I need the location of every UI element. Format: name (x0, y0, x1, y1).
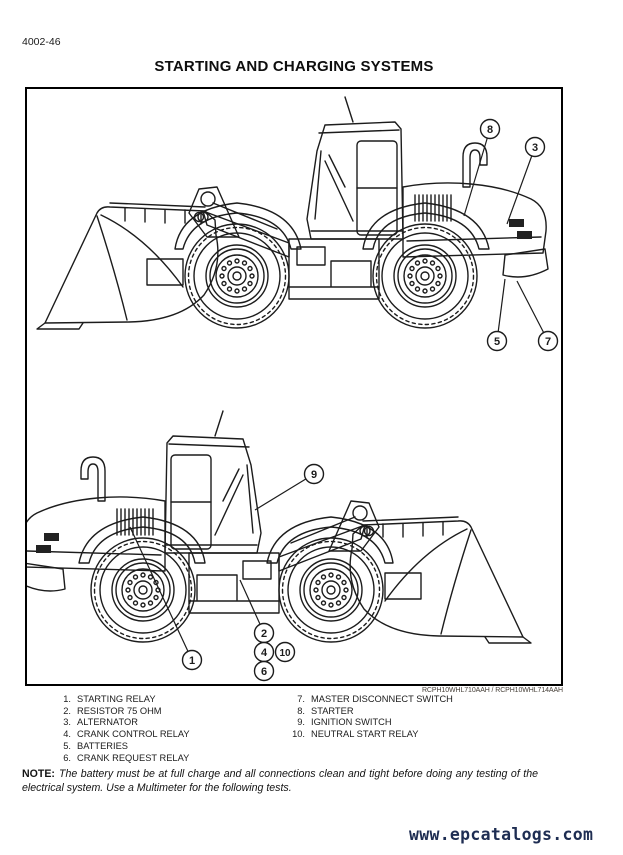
callout-leader-line (255, 474, 314, 510)
callout-2 (255, 624, 274, 643)
legend-item-label: IGNITION SWITCH (311, 717, 392, 728)
legend-item (47, 753, 277, 765)
legend-item-label: BATTERIES (77, 740, 128, 751)
note-paragraph (22, 768, 538, 795)
legend-item (281, 706, 541, 718)
legend-column-right (281, 694, 541, 741)
legend-item-number: 10. (292, 729, 305, 740)
svg-text:8: 8 (486, 123, 494, 136)
note-label: NOTE: (22, 768, 55, 780)
legend-item-label: MASTER DISCONNECT SWITCH (311, 694, 453, 704)
callout-3 (526, 138, 545, 157)
legend-item-label: CRANK REQUEST RELAY (77, 752, 190, 763)
callout-leader-line (464, 129, 490, 216)
callout-5 (488, 332, 507, 351)
callouts-top (464, 120, 558, 351)
svg-text:1: 1 (188, 654, 196, 667)
legend-item (47, 729, 277, 741)
legend-item-number: 6. (63, 752, 71, 763)
legend-item-label: STARTER (311, 705, 354, 716)
wheel-loader-diagram-top (27, 91, 561, 383)
legend-item (281, 729, 541, 741)
svg-text:6: 6 (260, 665, 268, 678)
callout-6 (255, 662, 274, 681)
legend-item (281, 717, 541, 729)
legend-item-number: 3. (63, 717, 71, 728)
callout-leader-line (130, 527, 192, 660)
svg-text:7: 7 (544, 335, 552, 348)
wheel-loader-diagram-bottom (27, 383, 561, 683)
legend-item-label: STARTING RELAY (77, 694, 156, 704)
svg-text:2: 2 (260, 627, 268, 640)
legend-item-number: 7. (297, 694, 305, 704)
callout-1 (183, 651, 202, 670)
legend-item-number: 5. (63, 740, 71, 751)
callout-10 (276, 643, 295, 662)
note-text: The battery must be at full charge and all connections clean and tight before doing any testing of the electrical system. Use a Multimeter for the following tests. (22, 768, 538, 794)
svg-text:4: 4 (260, 646, 268, 659)
legend-item (47, 694, 277, 706)
svg-text:5: 5 (493, 335, 501, 348)
svg-text:9: 9 (310, 468, 318, 481)
callouts-bottom (130, 465, 324, 681)
page-number: 4002-46 (22, 36, 61, 48)
legend-item-number: 8. (297, 705, 305, 716)
legend-item-number: 1. (63, 694, 71, 704)
svg-text:10: 10 (279, 647, 291, 659)
legend-item-number: 4. (63, 729, 71, 740)
callout-8 (481, 120, 500, 139)
legend-item (281, 694, 541, 706)
legend-item-label: ALTERNATOR (77, 717, 138, 728)
watermark-link[interactable]: www.epcatalogs.com (409, 825, 594, 844)
legend-item (47, 706, 277, 718)
legend-item-label: NEUTRAL START RELAY (311, 729, 419, 740)
legend-column-left (47, 694, 277, 764)
callout-leader-line (507, 147, 535, 224)
legend-item (47, 717, 277, 729)
legend-item-number: 9. (297, 717, 305, 728)
callout-9 (305, 465, 324, 484)
callout-4 (255, 643, 274, 662)
legend-item (47, 741, 277, 753)
callout-7 (539, 332, 558, 351)
legend-item-label: CRANK CONTROL RELAY (77, 729, 190, 740)
figure-reference-code: RCPH10WHL710AAH / RCPH10WHL714AAH (421, 687, 563, 694)
legend-item-number: 2. (63, 705, 71, 716)
legend-item-label: RESISTOR 75 OHM (77, 705, 162, 716)
page-title: STARTING AND CHARGING SYSTEMS (154, 58, 434, 75)
figure-box (25, 87, 563, 686)
svg-text:3: 3 (531, 141, 539, 154)
